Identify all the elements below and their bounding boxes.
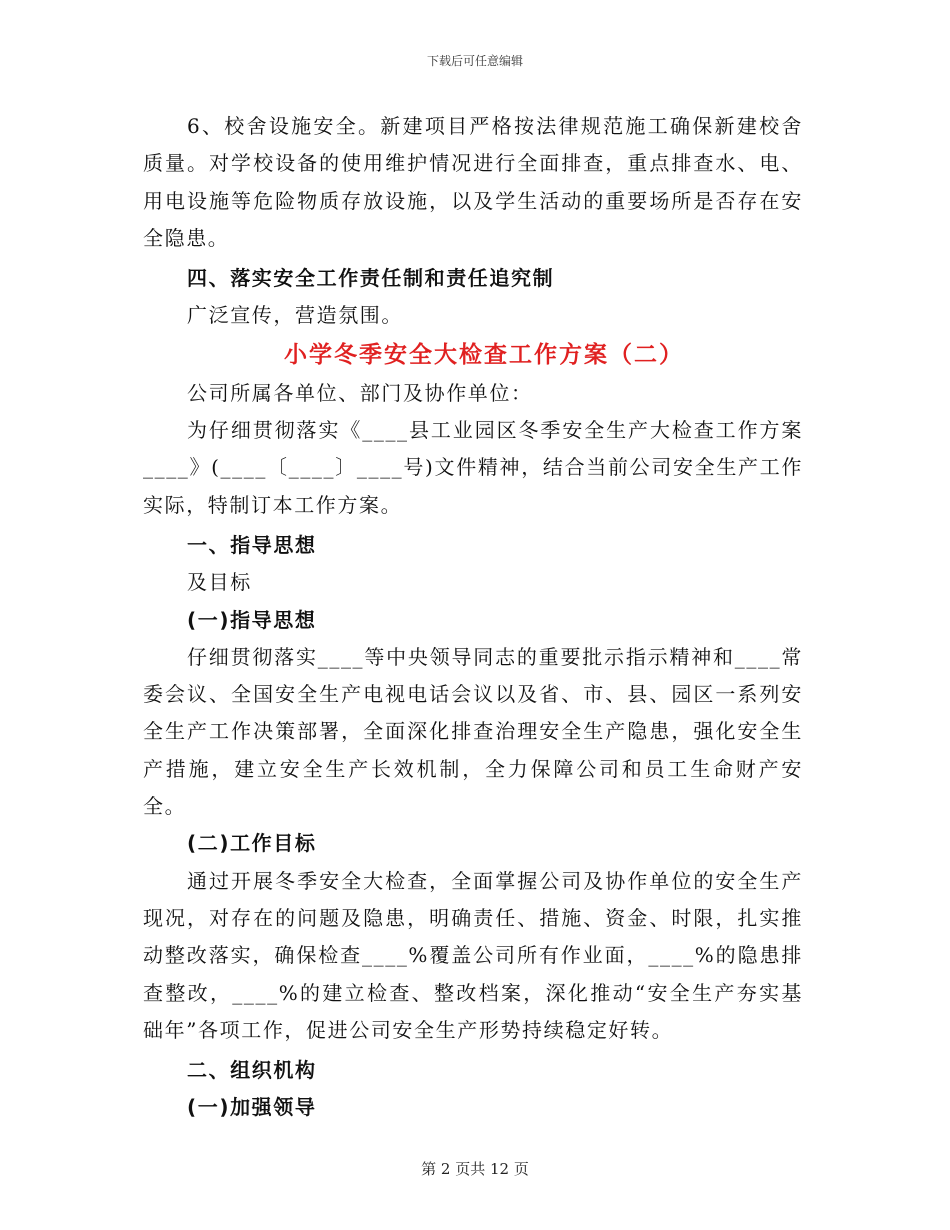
subheading-guiding-thought: (一)指导思想 xyxy=(187,607,317,632)
paragraph-work-goals: 通过开展冬季安全大检查，全面掌握公司及协作单位的安全生产现况，对存在的问题及隐患，明确责任、措施、资金、时限，扎实推动整改落实，确保检查____%覆盖公司所有作业面，____%的隐患排查整改，____%的建立检查、整改档案，深化推动“安全生产夯实基础年”各项工作，促进公司安全生产形势持续稳定好转。 xyxy=(143,868,803,1042)
paragraph-guiding-thought: 仔细贯彻落实____等中央领导同志的重要批示指示精神和____常委会议、全国安全生产电视电话会议以及省、市、县、园区一系列安全生产工作决策部署，全面深化排查治理安全生产隐患，强化安全生产措施，建立安全生产长效机制，全力保障公司和员工生命财产安全。 xyxy=(143,644,803,819)
page-footer: 第 2 页共 12 页 xyxy=(421,1160,529,1178)
paragraph-publicity: 广泛宣传，营造氛围。 xyxy=(187,303,403,328)
subheading-strengthen-leadership: (一)加强领导 xyxy=(187,1095,317,1120)
subheading-work-goals: (二)工作目标 xyxy=(187,831,317,856)
heading-organization: 二、组织机构 xyxy=(187,1058,317,1083)
document-body xyxy=(143,108,803,1127)
paragraph-school-facility-safety: 6、校舍设施安全。新建项目严格按法律规范施工确保新建校舍质量。对学校设备的使用维护情况进行全面排查，重点排查水、电、用电设施等危险物质存放设施，以及学生活动的重要场所是否存在安全隐患。 xyxy=(143,114,803,250)
heading-guiding-thought: 一、指导思想 xyxy=(187,532,317,557)
page-header: 下载后可任意编辑 xyxy=(426,54,523,68)
paragraph-addressee: 公司所属各单位、部门及协作单位： xyxy=(187,380,533,405)
paragraph-purpose: 为仔细贯彻落实《____县工业园区冬季安全生产大检查工作方案____》(____〔____〕____号)文件精神，结合当前公司安全生产工作实际，特制订本工作方案。 xyxy=(143,418,803,517)
heading-responsibility-system: 四、落实安全工作责任制和责任追究制 xyxy=(187,266,555,291)
document-title: 小学冬季安全大检查工作方案（二） xyxy=(284,341,684,368)
paragraph-and-goals: 及目标 xyxy=(187,570,252,595)
